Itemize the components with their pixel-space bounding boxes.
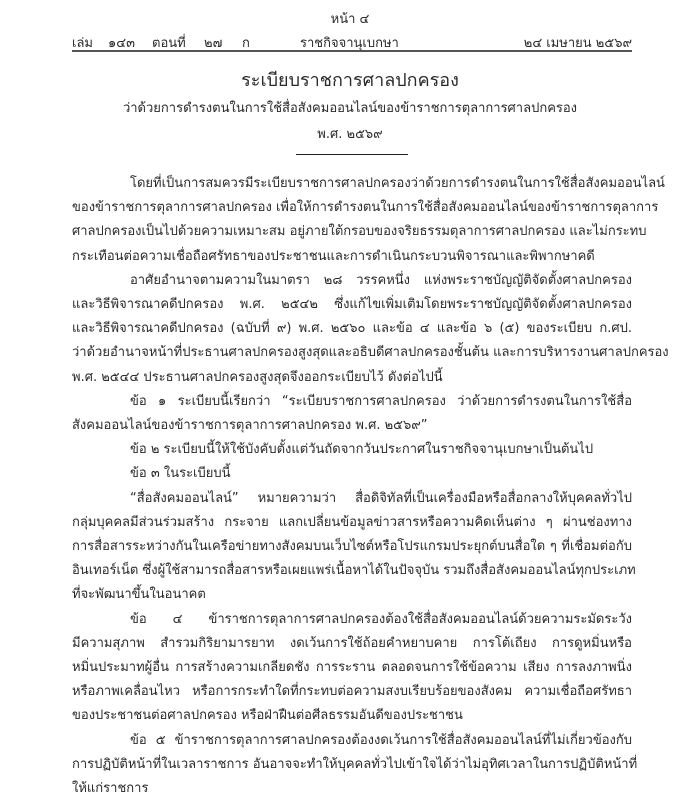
page-number: หน้า ๔ bbox=[330, 12, 370, 27]
paragraph-definition: “สื่อสังคมออนไลน์” หมายความว่า สื่อดิจิทัลที่เป็นเครื่องมือหรือสื่อกลางให้บุคคลทั่วไป กลุ่มบุคคลมีส่วนร่วมสร้าง กระจาย แลกเปลี่ยนข้อมูลข่าวสารหรือความคิดเห็นต่าง ๆ ผ่านช่องทาง การสื่อสารระหว่างกันในเครือข่ายทางสังคมบนเว็บไซต์หรือโปรแกรมประยุกต์บนสื่อใด ๆ ที่เชื่อมต่อกับ อินเทอร์เน็ต ซึ่งผู้ใช้สามารถสื่อสารหรือเผยแพร่เนื้อหาได้ในปัจจุบัน รวมถึงสื่อสังคมออนไลน์ทุกประเภท ที่จะพัฒนาขึ้นในอนาคต bbox=[72, 490, 636, 603]
gazette-header bbox=[72, 30, 632, 52]
section-letter: ก bbox=[242, 36, 250, 51]
publication-date: ๒๔ เมษายน ๒๕๖๙ bbox=[523, 36, 632, 51]
title-divider bbox=[296, 154, 408, 155]
paragraph-clause-4: ข้อ ๔ ข้าราชการตุลาการศาลปกครองต้องใช้สื่อสังคมออนไลน์ด้วยความระมัดระวัง มีความสุภาพ สำรวมกิริยามารยาท งดเว้นการใช้ถ้อยคำหยาบคาย การโต้เถียง การดูหมิ่นหรือ หมิ่นประมาทผู้อื่น การสร้างความเกลียดชัง การระราน ตลอดจนการใช้ข้อความ เสียง การลงภาพนิ่ง หรือภาพเคลื่อนไหว หรือการกระทำใดที่กระทบต่อความสงบเรียบร้อยของสังคม ความเชื่อถือศรัทธา ของประชาชนต่อศาลปกครอง หรือฝ่าฝืนต่อศีลธรรมอันดีของประชาชน bbox=[72, 611, 632, 724]
gazette-name: ราชกิจจานุเบกษา bbox=[300, 36, 399, 51]
paragraph-preamble-1: โดยที่เป็นการสมควรมีระเบียบราชการศาลปกครองว่าด้วยการดำรงตนในการใช้สื่อสังคมออนไลน์ ของข้าราชการตุลาการศาลปกครอง เพื่อให้การดำรงตนในการใช้สื่อสังคมออนไลน์ของข้าราชการตุลาการ ศาลปกครองเป็นไปด้วยความเหมาะสม อยู่ภายใต้กรอบของจริยธรรมตุลาการศาลปกครอง และไม่กระทบ กระเทือนต่อความเชื่อถือศรัทธาของประชาชนและการดำเนินกระบวนพิจารณาและพิพากษาคดี bbox=[72, 176, 665, 264]
paragraph-preamble-2: อาศัยอำนาจตามความในมาตรา ๒๘ วรรคหนึ่ง แห่งพระราชบัญญัติจัดตั้งศาลปกครอง และวิธีพิจารณาคดีปกครอง พ.ศ. ๒๕๔๒ ซึ่งแก้ไขเพิ่มเติมโดยพระราชบัญญัติจัดตั้งศาลปกครอง และวิธีพิจารณาคดีปกครอง (ฉบับที่ ๙) พ.ศ. ๒๕๖๐ และข้อ ๔ และข้อ ๖ (๕) ของระเบียบ ก.ศป. ว่าด้วยอำนาจหน้าที่ประธานศาลปกครองสูงสุดและอธิบดีศาลปกครองชั้นต้น และการบริหารงานศาลปกครอง พ.ศ. ๒๕๔๔ ประธานศาลปกครองสูงสุดจึงออกระเบียบไว้ ดังต่อไปนี้ bbox=[72, 272, 669, 385]
section-label: ตอนที่ bbox=[152, 36, 186, 51]
paragraph-clause-2: ข้อ ๒ ระเบียบนี้ให้ใช้บังคับตั้งแต่วันถัดจากวันประกาศในราชกิจจานุเบกษาเป็นต้นไป bbox=[130, 442, 594, 458]
title-block bbox=[0, 68, 700, 148]
volume-label: เล่ม bbox=[72, 36, 93, 51]
document-year: พ.ศ. ๒๕๖๙ bbox=[317, 127, 383, 142]
document-subtitle: ว่าด้วยการดำรงตนในการใช้สื่อสังคมออนไลน์ของข้าราชการตุลาการศาลปกครอง bbox=[122, 101, 578, 116]
paragraph-clause-5: ข้อ ๕ ข้าราชการตุลาการศาลปกครองต้องงดเว้นการใช้สื่อสังคมออนไลน์ที่ไม่เกี่ยวข้องกับ การปฏิบัติหน้าที่ในเวลาราชการ อันอาจจะทำให้บุคคลทั่วไปเข้าใจได้ว่าไม่อุทิศเวลาในการปฏิบัติหน้าที่ ให้แก่ราชการ bbox=[72, 732, 638, 797]
volume-number: ๑๔๓ bbox=[108, 36, 135, 51]
document-title: ระเบียบราชการศาลปกครอง bbox=[241, 70, 459, 91]
paragraph-clause-3: ข้อ ๓ ในระเบียบนี้ bbox=[130, 466, 231, 482]
section-number: ๒๗ bbox=[204, 36, 223, 51]
paragraph-clause-1: ข้อ ๑ ระเบียบนี้เรียกว่า “ระเบียบราชการศาลปกครอง ว่าด้วยการดำรงตนในการใช้สื่อ สังคมออนไลน์ของข้าราชการตุลาการศาลปกครอง พ.ศ. ๒๕๖๙” bbox=[72, 393, 632, 434]
document-body bbox=[72, 172, 669, 801]
